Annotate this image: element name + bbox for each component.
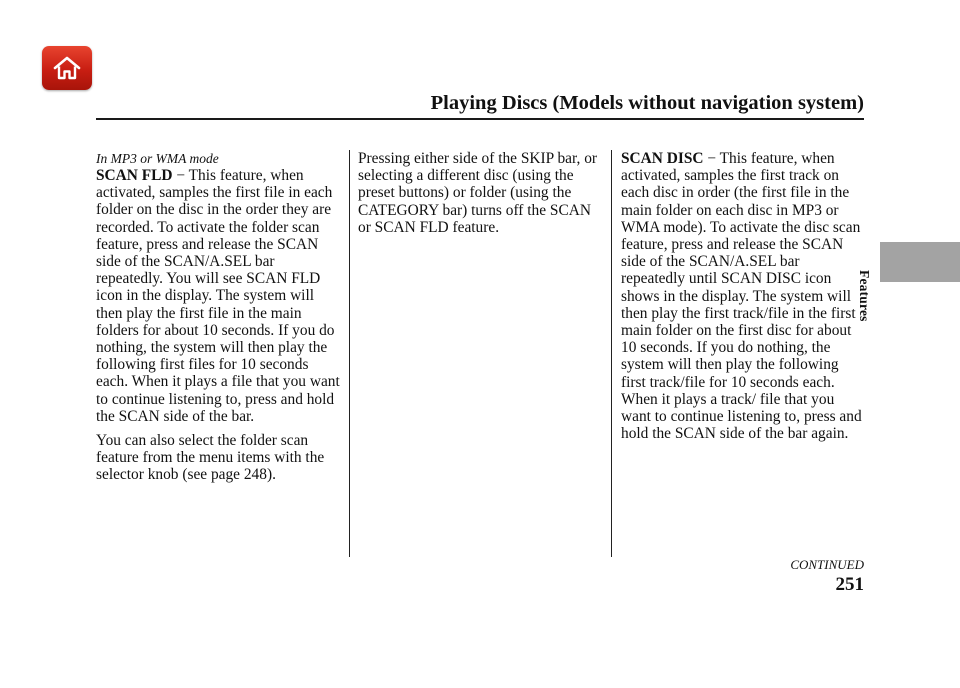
scan-disc-term: SCAN DISC [621,150,704,167]
term-dash: − [172,167,189,184]
column-left [96,150,342,491]
column-right [621,150,864,449]
title-divider [96,118,864,120]
scan-fld-paragraph [96,150,342,425]
scan-disc-paragraph [621,150,864,442]
column-divider-2 [611,150,612,557]
side-tab-label: Features [857,270,872,322]
home-button[interactable] [42,46,92,90]
scan-disc-body: This feature, when activated, samples the first track on each disc in order (the first file in the main folder on each disc in MP3 or WMA mode). To activate the disc scan feature, press and release the SCAN side of the SCAN/A.SEL bar repeatedly until SCAN DISC icon shows in the display. The system will then play the first track/file in the first main folder on the first disc for about 10 seconds. If you do nothing, the system will then play the following first track/file for 10 seconds each. When it plays a track/ file that you want to continue listening to, press and hold the SCAN side of the bar again. [621,150,862,443]
term-dash: − [703,150,720,167]
continued-label: CONTINUED [790,557,864,572]
scan-fld-term: SCAN FLD [96,167,173,184]
skip-scan-paragraph: Pressing either side of the SKIP bar, or selecting a different disc (using the preset buttons) or folder (using the CATEGORY bar) turns off the SCAN or SCAN FLD feature. [358,150,598,236]
column-middle [358,150,602,243]
section-title: Playing Discs (Models without navigation system) [430,92,864,114]
home-icon [52,55,82,81]
page-number: 251 [835,574,864,595]
column-divider-1 [349,150,350,557]
scan-fld-body: This feature, when activated, samples the first file in each folder on the disc in the order they are recorded. To activate the folder scan feature, press and release the SCAN side of the SCAN/A.SEL bar repeatedly. You will see SCAN FLD icon in the display. The system will then play the first file in the main folders for about 10 seconds. If you do nothing, the system will then play the following first files for 10 seconds each. When it plays a file that you want to continue listening to, press and hold the SCAN side of the bar. [96,167,340,425]
features-tab[interactable] [880,242,960,282]
mode-label: In MP3 or WMA mode [96,151,219,166]
folder-scan-menu-paragraph: You can also select the folder scan feature from the menu items with the selector knob (see page 248). [96,432,325,484]
